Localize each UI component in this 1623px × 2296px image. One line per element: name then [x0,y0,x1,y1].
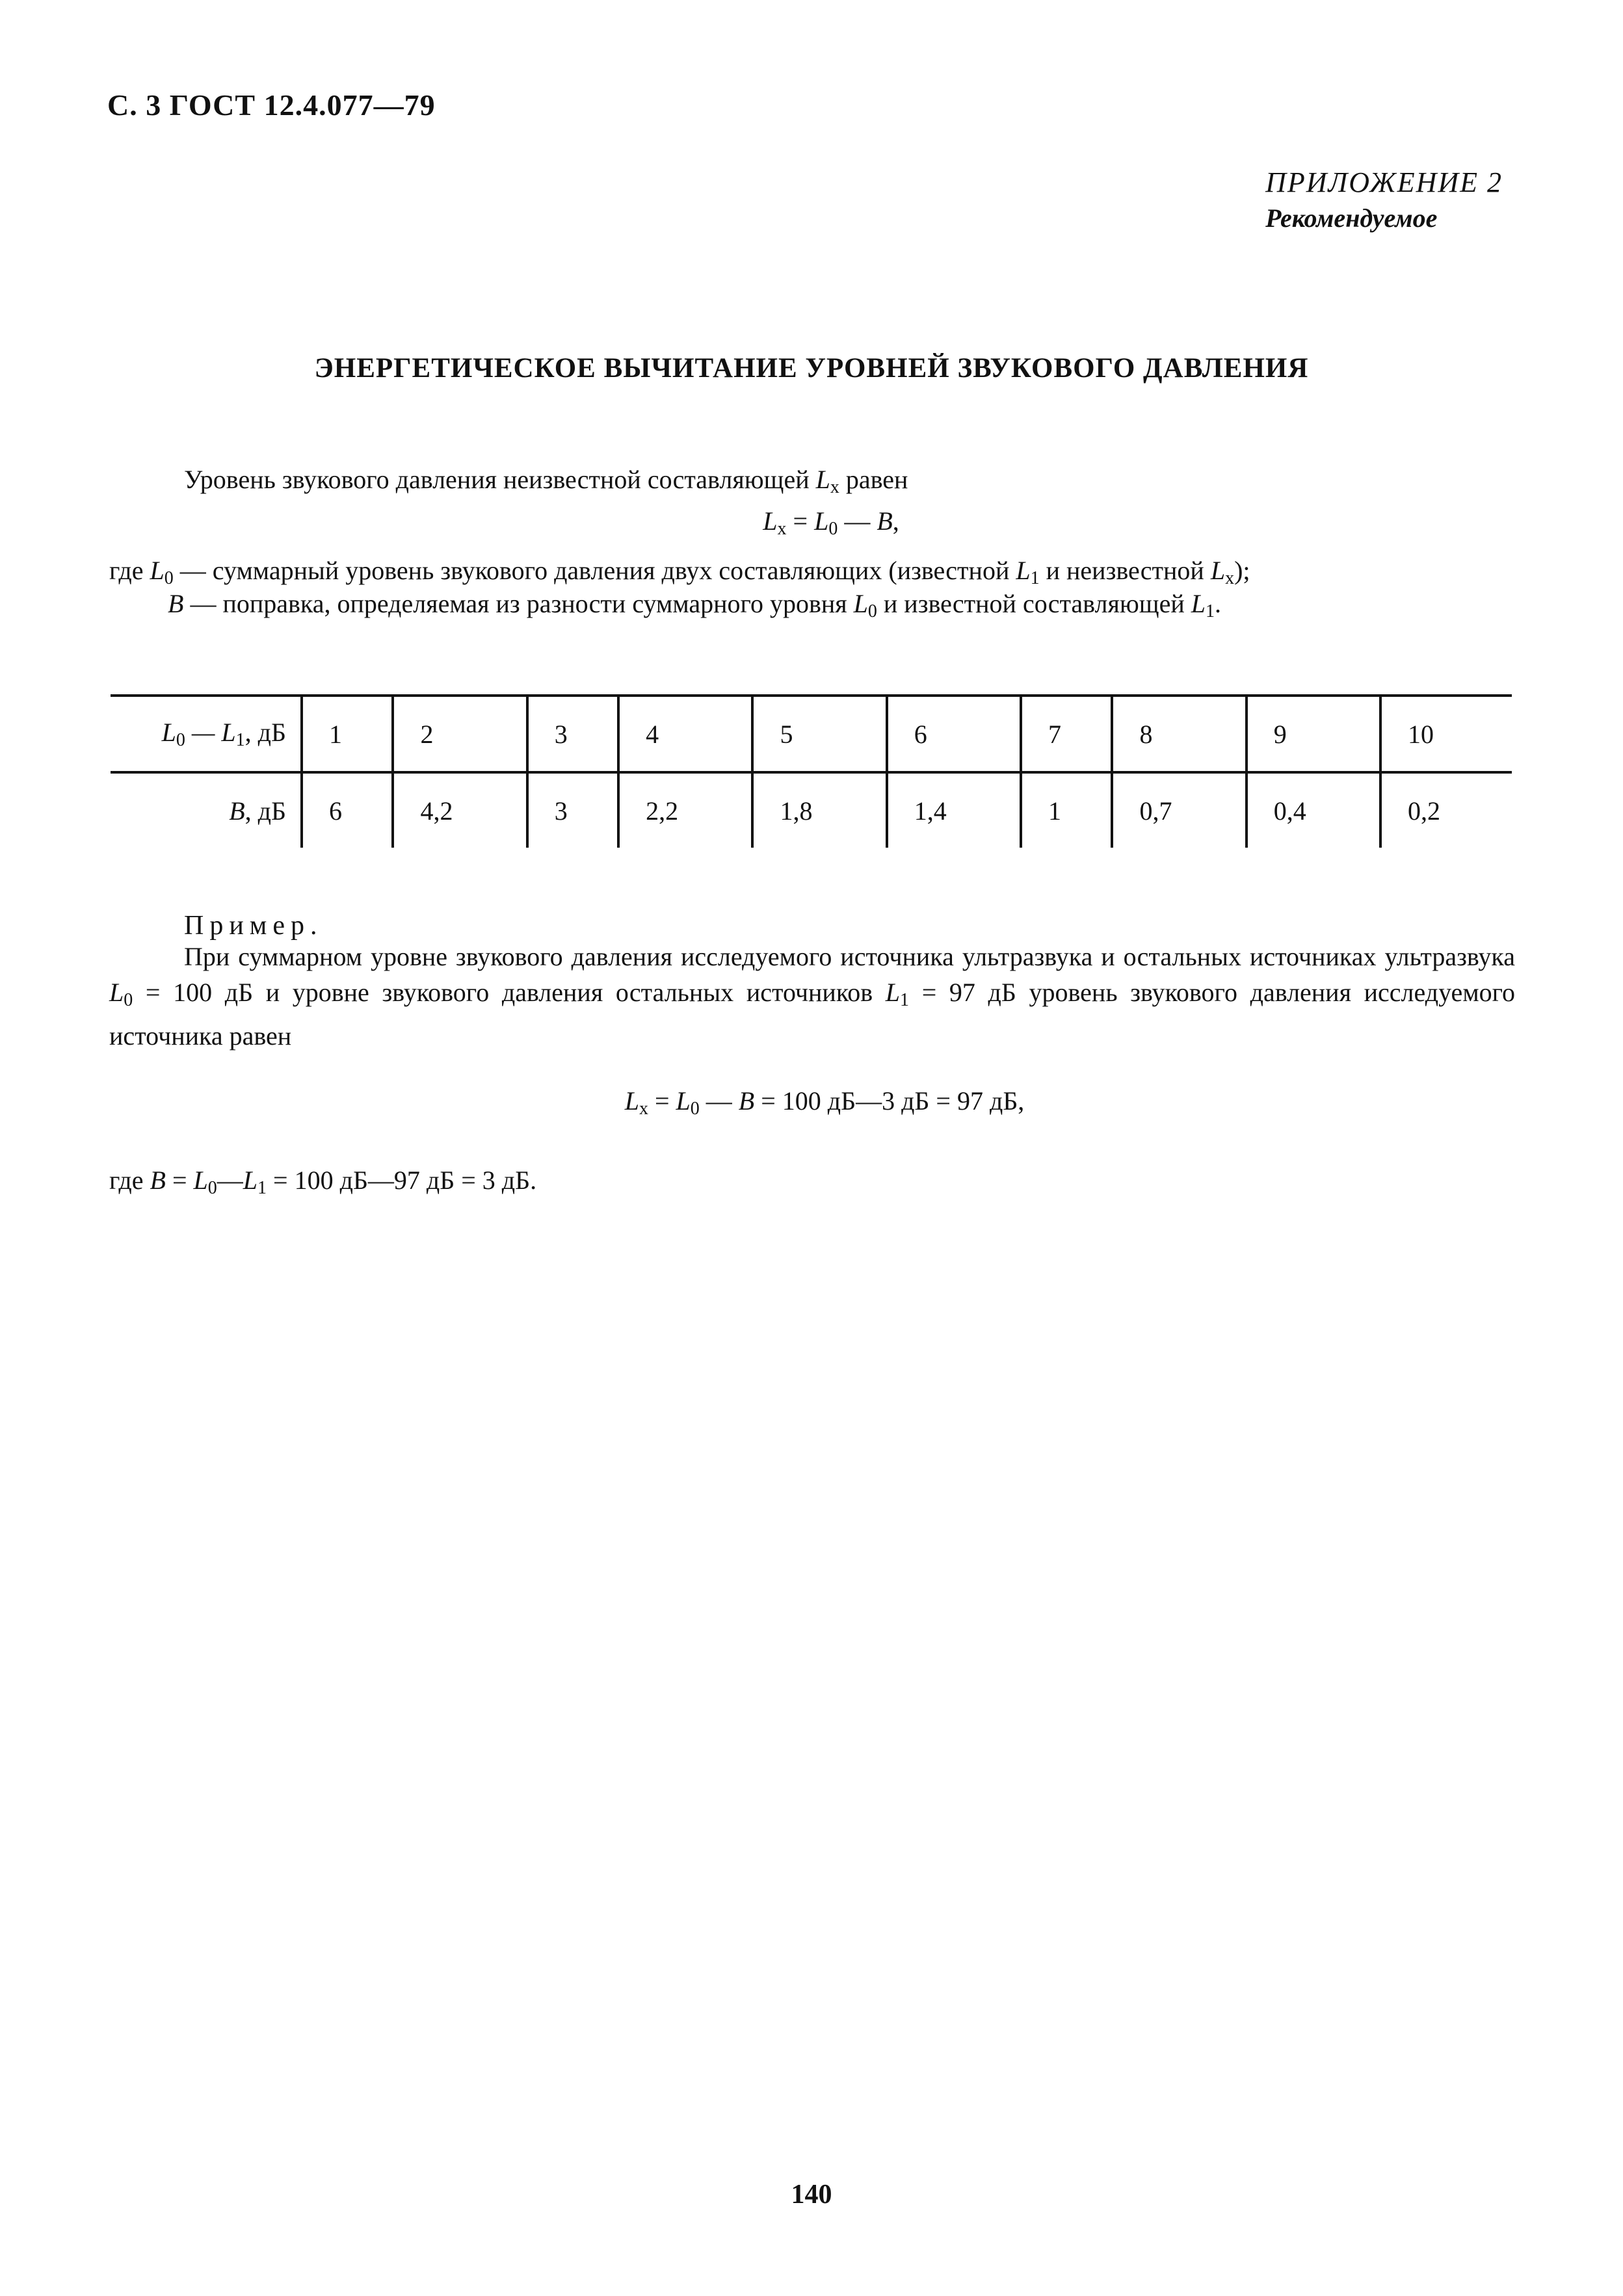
intro-text: Уровень звукового давления неизвестной составляющей [184,465,810,494]
table-row-difference [111,696,1512,772]
page-number: 140 [791,2180,832,2210]
table-cell: 6 [302,772,393,848]
table-cell: 2,2 [618,772,752,848]
intro-paragraph [184,463,908,504]
appendix-status: Рекомендуемое [1265,203,1438,233]
table-cell: 6 [887,696,1021,772]
formula-lx: $L_x = L_0$ — B, [763,506,899,539]
where-line-2: B — поправка, определяемая из разности суммарного уровня $L_0$ и известной составляющей $L_1$. [168,589,1221,621]
table-cell: 1 [1021,772,1112,848]
table-cell: 0,2 [1380,772,1512,848]
table-cell: 5 [752,696,886,772]
example-heading: Пример. [184,911,323,941]
table-cell: 3 [527,772,618,848]
table-cell: 3 [527,696,618,772]
table-cell: 1 [302,696,393,772]
table-row-correction [111,772,1512,848]
appendix-number: ПРИЛОЖЕНИЕ 2 [1265,166,1503,198]
table-cell: 9 [1247,696,1380,772]
table-cell: 0,4 [1247,772,1380,848]
table-cell: 1,4 [887,772,1021,848]
table-cell: 7 [1021,696,1112,772]
example-where-line: где $B = L_0—L_1 = 100$ дБ—97 дБ = 3 дБ. [109,1166,537,1198]
table-cell: 10 [1380,696,1512,772]
correction-table [111,694,1512,848]
example-paragraph: При суммарном уровне звукового давления исследуемого источника ультразвука и остальных источниках ультразвука $L_0 = 100$ дБ и уровне звукового давления остальных источников $L_1 = 97$ дБ уровень звукового давления исследуемого источника равен [109,942,1516,1050]
table-cell: 2 [393,696,527,772]
table-cell: 8 [1112,696,1246,772]
table-cell: 0,7 [1112,772,1246,848]
table-cell: 4 [618,696,752,772]
table-cell: 1,8 [752,772,886,848]
where-line-1: где $L_0$ — суммарный уровень звукового давления двух составляющих (известной $L_1$ и неизвестной $L_x$); [109,556,1250,588]
document-title: ЭНЕРГЕТИЧЕСКОЕ ВЫЧИТАНИЕ УРОВНЕЙ ЗВУКОВОГО ДАВЛЕНИЯ [314,353,1309,384]
running-head: С. 3 ГОСТ 12.4.077—79 [107,88,436,122]
var-lx: $L_x$ [815,465,839,497]
table-cell: 4,2 [393,772,527,848]
appendix-label [1265,166,1503,233]
intro-end: равен [845,465,908,494]
row-label-correction: B, дБ [229,796,286,826]
row-label-difference: $L_0$ — $L_1$, дБ [111,696,302,772]
formula-example: $L_x = L_0$ — B = 100 дБ—3 дБ = 97 дБ, [624,1086,1025,1119]
